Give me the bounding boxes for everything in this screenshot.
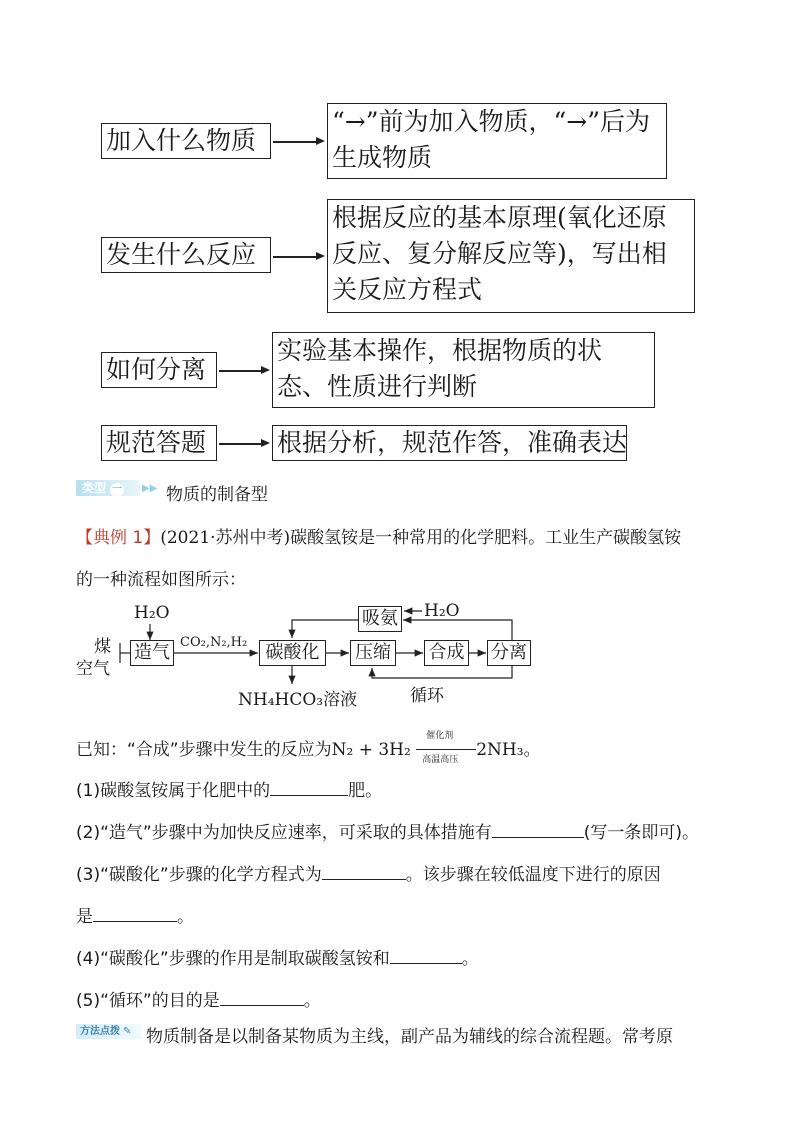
question-5: (5)“循环”的目的是 。 [76, 991, 321, 1011]
section-type-tag: 类型 一 [76, 480, 140, 496]
flow-box-absorb: 吸氨 [358, 606, 402, 632]
known-reaction [76, 731, 541, 765]
question-2: (2)“造气”步骤中为加快反应速率，可采取的具体措施有 (写一条即可)。 [76, 823, 699, 843]
question-1: (1)碳酸氢铵属于化肥中的 肥。 [76, 781, 383, 801]
flow-water-right: H₂O [424, 601, 460, 621]
flow-cycle-label: 循环 [410, 686, 444, 706]
pencil-icon: ✎ [123, 1026, 132, 1037]
known-reactants: N₂ + 3H₂ [331, 740, 411, 760]
flow-gases-label: CO₂,N₂,H₂ [180, 635, 248, 650]
flow-water-top: H₂O [134, 603, 170, 623]
answer-blank-5[interactable] [220, 989, 304, 1006]
desc-box-add-substance: “→”前为加入物质，“→”后为生成物质 [327, 103, 667, 179]
example-intro-text: 碳酸氢铵是一种常用的化学肥料。工业生产碳酸氢铵 [290, 528, 682, 548]
question-3-continued: 是 。 [76, 907, 194, 927]
label-box-answer: 规范答题 [101, 425, 217, 461]
section-title: 物质的制备型 [166, 485, 268, 505]
method-tip-text: 物质制备是以制备某物质为主线，副产品为辅线的综合流程题。常考原 [146, 1027, 673, 1047]
flow-box-separate: 分离 [487, 640, 531, 666]
label-box-add-substance: 加入什么物质 [101, 123, 271, 159]
answer-blank-3[interactable] [322, 863, 406, 880]
method-tip-tag: 方法点拨 ✎ [76, 1024, 142, 1039]
answer-blank-1[interactable] [270, 779, 348, 796]
flow-product-label: NH₄HCO₃溶液 [238, 690, 358, 710]
example-intro-line2: 的一种流程如图所示： [76, 570, 246, 590]
known-products: 2NH₃。 [476, 740, 541, 760]
section-number-badge: 一 [112, 484, 123, 495]
answer-blank-3b[interactable] [93, 905, 177, 922]
flow-air-label: 空气 [76, 659, 110, 679]
double-chevron-icon: ▶▶ [142, 483, 158, 494]
desc-box-answer: 根据分析，规范作答，准确表达 [272, 425, 627, 461]
flow-box-carbonize: 碳酸化 [259, 640, 326, 666]
question-3: (3)“碳酸化”步骤的化学方程式为 。该步骤在较低温度下进行的原因 [76, 865, 661, 885]
label-box-reaction: 发生什么反应 [101, 237, 271, 273]
reaction-bar [416, 749, 476, 750]
answer-blank-4[interactable] [390, 947, 462, 964]
question-4: (4)“碳酸化”步骤的作用是制取碳酸氢铵和 。 [76, 949, 479, 969]
flow-coal-label: 煤 [94, 637, 111, 657]
flow-box-compress: 压缩 [350, 640, 396, 666]
example-label: 【典例 1】 [76, 528, 161, 548]
desc-box-reaction: 根据反应的基本原理(氧化还原反应、复分解反应等)，写出相关反应方程式 [327, 199, 695, 313]
desc-box-separate: 实验基本操作，根据物质的状态、性质进行判断 [272, 332, 655, 408]
label-box-separate: 如何分离 [101, 352, 217, 388]
catalyst-label: 催化剂 [426, 731, 454, 741]
flow-box-synthesize: 合成 [424, 640, 469, 666]
example-source: (2021·苏州中考) [160, 528, 291, 548]
reaction-condition [416, 731, 476, 765]
known-prefix: 已知：“合成”步骤中发生的反应为 [76, 740, 332, 760]
flow-box-make-gas: 造气 [130, 640, 174, 666]
conditions-label: 高温高压 [422, 755, 459, 765]
answer-blank-2[interactable] [492, 821, 584, 838]
